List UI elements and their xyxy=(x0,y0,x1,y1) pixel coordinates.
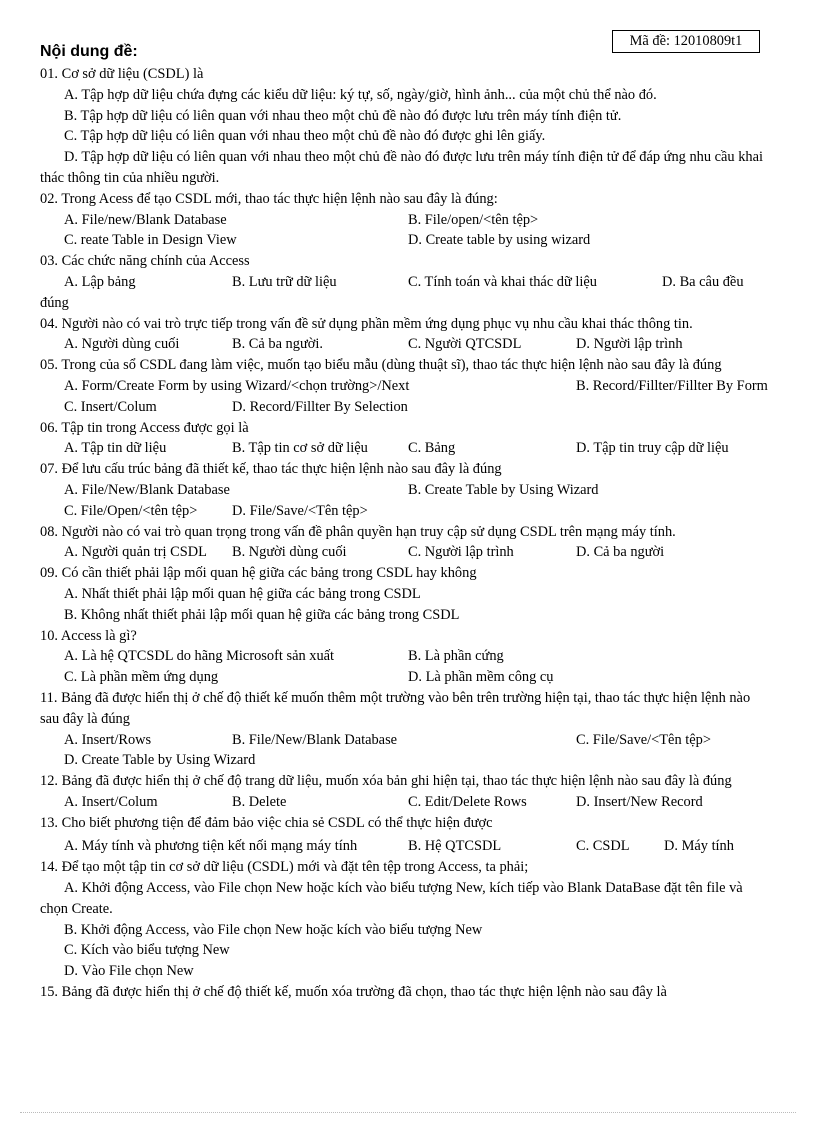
question-stem xyxy=(40,688,772,730)
option-d: D. Là phần mềm công cụ xyxy=(408,669,554,686)
question-number: 09. xyxy=(40,565,58,582)
option-list xyxy=(40,334,772,355)
option-c: C. Tập hợp dữ liệu có liên quan với nhau theo một chủ đề nào đó được ghi lên giấy. xyxy=(64,128,546,145)
question-14 xyxy=(40,857,772,982)
question-stem xyxy=(40,418,772,439)
option-c: C. File/Save/<Tên tệp> xyxy=(576,731,711,748)
question-11 xyxy=(40,688,772,771)
option-b: B. Không nhất thiết phải lập mối quan hệ giữa các bảng trong CSDL xyxy=(64,606,460,623)
question-stem xyxy=(40,626,772,647)
option-row-ab xyxy=(40,376,772,397)
option-a: A. File/new/Blank Database xyxy=(64,211,227,228)
option-list xyxy=(40,397,772,418)
question-03 xyxy=(40,251,772,313)
option-b: B. Là phần cứng xyxy=(408,648,504,665)
question-number: 01. xyxy=(40,66,58,82)
question-text: Cho biết phương tiện để đảm bảo việc chia sẻ CSDL có thể thực hiện được xyxy=(61,814,493,831)
option-d: D. Create table by using wizard xyxy=(408,232,591,249)
option-c: C. Kích vào biểu tượng New xyxy=(64,942,230,959)
option-c: C. Là phần mềm ứng dụng xyxy=(64,669,219,686)
option-d: D. Insert/New Record xyxy=(576,793,703,810)
question-text: Cơ sở dữ liệu (CSDL) là xyxy=(61,66,204,82)
question-05 xyxy=(40,355,772,417)
option-b: B. Lưu trữ dữ liệu xyxy=(232,273,337,290)
question-06 xyxy=(40,418,772,460)
option-list xyxy=(40,920,772,982)
question-text: Bảng đã được hiển thị ở chế độ trang dữ liệu, muốn xóa bản ghi hiện tại, thao tác thực hiện lệnh nào sau đây là đúng xyxy=(61,773,732,790)
question-number: 12. xyxy=(40,773,58,790)
question-text: Người nào có vai trò trực tiếp trong vấn đề sử dụng phần mềm ứng dụng phục vụ nhu cầu khai thác thông tin. xyxy=(61,315,693,332)
option-c: C. Edit/Delete Rows xyxy=(408,793,527,810)
option-a: A. Nhất thiết phải lập mối quan hệ giữa các bảng trong CSDL xyxy=(64,585,421,602)
option-a: A. Form/Create Form by using Wizard/<chọn trường>/Next xyxy=(64,377,410,394)
question-text: Để lưu cấu trúc bảng đã thiết kế, thao tác thực hiện lệnh nào sau đây là đúng xyxy=(61,461,502,478)
question-number: 07. xyxy=(40,461,58,478)
option-list xyxy=(40,836,772,857)
option-b: B. Tập hợp dữ liệu có liên quan với nhau theo một chủ đề nào đó được lưu trên máy tính điện tử. xyxy=(64,107,622,124)
option-list xyxy=(40,584,772,626)
question-number: 04. xyxy=(40,315,58,332)
question-text: Access là gì? xyxy=(60,627,137,644)
question-number: 14. xyxy=(40,859,58,876)
question-text: Để tạo một tập tin cơ sở dữ liệu (CSDL) mới và đặt tên tệp trong Access, ta phải; xyxy=(61,859,529,876)
question-text: Người nào có vai trò quan trọng trong vấn đề phân quyền hạn truy cập sử dụng CSDL trên mạng máy tính. xyxy=(61,523,676,540)
question-stem xyxy=(40,64,772,85)
option-d: D. Cả ba người xyxy=(576,544,665,561)
option-list xyxy=(40,542,772,563)
question-stem xyxy=(40,563,772,584)
option-b: B. Hệ QTCSDL xyxy=(408,838,502,855)
question-text: Trong của sổ CSDL đang làm việc, muốn tạo biểu mẫu (dùng thuật sĩ), thao tác thực hiện lệnh nào sau đây là đúng xyxy=(61,357,722,374)
option-c: C. Người lập trình xyxy=(408,544,514,561)
question-number: 08. xyxy=(40,523,58,540)
question-number: 06. xyxy=(40,419,58,436)
option-list xyxy=(40,480,772,522)
question-number: 13. xyxy=(40,814,58,831)
option-d: D. Vào File chọn New xyxy=(64,963,194,980)
option-d: D. Người lập trình xyxy=(576,336,683,353)
question-stem xyxy=(40,189,772,210)
option-d: D. Tập tin truy cập dữ liệu xyxy=(576,440,729,457)
option-c: C. Tính toán và khai thác dữ liệu xyxy=(408,273,597,290)
option-c: C. Bảng xyxy=(408,440,456,457)
option-d: D. Máy tính xyxy=(664,838,734,855)
question-stem xyxy=(40,771,772,792)
option-b: B. Cả ba người. xyxy=(232,336,323,353)
question-stem xyxy=(40,522,772,543)
option-b: B. Khởi động Access, vào File chọn New hoặc kích vào biểu tượng New xyxy=(64,921,483,938)
option-list xyxy=(40,210,772,252)
question-04 xyxy=(40,314,772,356)
question-number: 10. xyxy=(40,627,58,644)
option-list xyxy=(40,85,772,147)
page-title: Nội dung đề: xyxy=(40,43,138,60)
option-a: A. Máy tính và phương tiện kết nối mạng máy tính xyxy=(64,838,358,855)
option-b: B. Tập tin cơ sở dữ liệu xyxy=(232,440,368,457)
option-a: A. Người dùng cuối xyxy=(64,336,180,353)
option-d: D. Create Table by Using Wizard xyxy=(64,752,256,769)
question-stem xyxy=(40,459,772,480)
question-number: 03. xyxy=(40,253,58,270)
option-c: C. Insert/Colum xyxy=(64,398,157,415)
question-15 xyxy=(40,982,772,1003)
option-c: C. Người QTCSDL xyxy=(408,336,522,353)
option-b: B. Record/Fillter/Fillter By Form xyxy=(576,377,768,394)
option-c: C. File/Open/<tên tệp> xyxy=(64,502,198,519)
option-a: A. Tập tin dữ liệu xyxy=(64,440,167,457)
question-13 xyxy=(40,813,772,858)
question-text: Bảng đã được hiển thị ở chế độ thiết kế muốn thêm một trường vào bên trên trường hiện tại, thao tác thực hiện lệnh nào sau đây là đúng xyxy=(40,689,751,727)
question-08 xyxy=(40,522,772,564)
option-c: C. CSDL xyxy=(576,838,630,855)
question-text: Tập tin trong Access được gọi là xyxy=(61,419,249,436)
question-09 xyxy=(40,563,772,625)
option-a: A. Insert/Rows xyxy=(64,731,152,748)
option-a: A. Tập hợp dữ liệu chứa đựng các kiểu dữ liệu: ký tự, số, ngày/giờ, hình ảnh... của một chủ thể nào đó. xyxy=(64,86,657,103)
question-12 xyxy=(40,771,772,813)
question-01 xyxy=(40,64,772,189)
option-b: B. File/open/<tên tệp> xyxy=(408,211,539,228)
option-d: D. Ba câu đều đúng xyxy=(40,273,744,311)
option-a: A. Lập bảng xyxy=(64,273,136,290)
option-b: B. File/New/Blank Database xyxy=(232,731,398,748)
option-d: D. Tập hợp dữ liệu có liên quan với nhau theo một chủ đề nào đó được lưu trên máy tính điện tử để đáp ứng nhu cầu khai thác thông tin của nhiều người. xyxy=(40,149,763,186)
question-number: 02. xyxy=(40,190,58,207)
question-02 xyxy=(40,189,772,251)
question-list xyxy=(40,64,772,1003)
option-a: A. Insert/Colum xyxy=(64,793,158,810)
option-b: B. Create Table by Using Wizard xyxy=(408,481,599,498)
option-a: A. Là hệ QTCSDL do hãng Microsoft sản xuất xyxy=(64,648,335,665)
option-b: B. Delete xyxy=(232,793,287,810)
question-number: 05. xyxy=(40,357,58,374)
option-c: C. reate Table in Design View xyxy=(64,232,237,249)
option-list xyxy=(40,730,772,772)
option-list xyxy=(40,792,772,813)
question-stem xyxy=(40,251,772,272)
question-text: Bảng đã được hiển thị ở chế độ thiết kế, muốn xóa trường đã chọn, thao tác thực hiện lệnh nào sau đây là xyxy=(61,984,667,1001)
question-stem xyxy=(40,813,772,834)
option-list xyxy=(40,438,772,459)
page-bottom-divider xyxy=(20,1112,796,1113)
option-a: A. File/New/Blank Database xyxy=(64,481,230,498)
question-text: Các chức năng chính của Access xyxy=(61,253,250,270)
question-text: Có cần thiết phải lập mối quan hệ giữa các bảng trong CSDL hay không xyxy=(61,565,477,582)
question-stem xyxy=(40,982,772,1003)
exam-code-box: Mã đề: 12010809t1 xyxy=(612,30,760,53)
question-stem xyxy=(40,857,772,878)
option-list xyxy=(40,646,772,688)
option-a: A. Khởi động Access, vào File chọn New hoặc kích vào biểu tượng New, kích tiếp vào Blank DataBase đặt tên file và chọn Create. xyxy=(40,880,743,917)
question-stem xyxy=(40,314,772,335)
option-a: A. Người quản trị CSDL xyxy=(64,544,207,561)
question-text: Trong Acess để tạo CSDL mới, thao tác thực hiện lệnh nào sau đây là đúng: xyxy=(61,190,498,207)
question-number: 11. xyxy=(40,689,58,706)
option-b: B. Người dùng cuối xyxy=(232,544,347,561)
question-07 xyxy=(40,459,772,521)
question-number: 15. xyxy=(40,984,58,1001)
question-stem xyxy=(40,355,772,376)
option-d: D. Record/Fillter By Selection xyxy=(232,398,408,415)
option-d: D. File/Save/<Tên tệp> xyxy=(232,502,368,519)
question-10 xyxy=(40,626,772,688)
